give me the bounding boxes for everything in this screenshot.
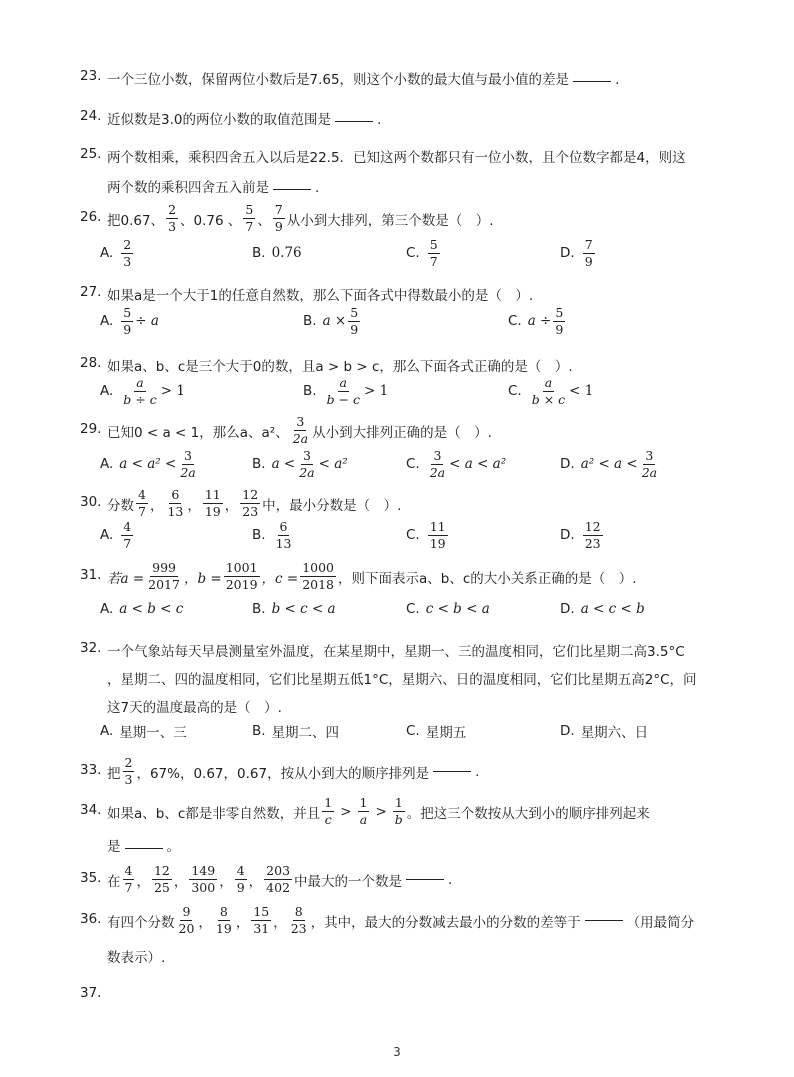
option-d[interactable]: D. 星期六、日	[560, 723, 649, 741]
question-number: 34.	[80, 802, 102, 818]
question-34-line2: 是 。	[107, 839, 180, 855]
fraction: $\frac{11}{19}$	[204, 487, 221, 519]
fraction: $\frac{8}{19}$	[215, 904, 232, 936]
fraction: $\frac{999}{2017}$	[148, 560, 180, 592]
question-text: 两个数相乘，乘积四舍五入以后是22.5．已知这两个数都只有一位小数，且个位数字都是4，则这	[107, 150, 686, 166]
question-number: 33.	[80, 762, 102, 778]
option-b[interactable]: B. b < c < a	[252, 601, 336, 617]
options-30	[100, 520, 700, 550]
fraction: $\frac{1}{a}$	[359, 795, 368, 827]
fraction: $\frac{5}{7}$	[245, 202, 254, 234]
question-24: 24. 近似数是3.0的两位小数的取值范围是 .	[80, 108, 382, 128]
fraction: $\frac{4}{9}$	[236, 863, 245, 895]
question-text: 一个三位小数，保留两位小数后是7.65，则这个小数的最大值与最小值的差是	[107, 72, 570, 88]
option-c[interactable]: C. $\frac{a}{b \times c}$ < 1	[508, 374, 594, 407]
question-35: 35. 在 $\frac{4}{7}$ ， $\frac{12}{25}$ ， $\frac{149}{300}$ ， $\frac{4}{9}$ ， $\frac{203}{402}$ 中最大的一个数是 .	[80, 863, 453, 895]
option-a[interactable]: A. a < a² < $\frac{3}{2a}$	[100, 447, 196, 480]
question-25	[80, 146, 686, 166]
option-c[interactable]: C. a ÷ $\frac{5}{9}$	[508, 304, 564, 337]
fraction: $\frac{7}{9}$	[274, 202, 283, 234]
option-c[interactable]: C. $\frac{11}{19}$	[406, 518, 446, 551]
option-b[interactable]: B. 0.76	[252, 245, 302, 261]
answer-blank[interactable]	[406, 879, 444, 880]
fraction: $\frac{1001}{2019}$	[225, 560, 258, 592]
option-d[interactable]: D. $\frac{7}{9}$	[560, 236, 593, 269]
option-d[interactable]: D. a² < a < $\frac{3}{2a}$	[560, 447, 658, 480]
fraction: $\frac{149}{300}$	[191, 863, 216, 895]
question-number: 32.	[80, 640, 102, 656]
question-number: 26.	[80, 209, 102, 225]
question-32	[80, 640, 685, 660]
question-number: 23.	[80, 68, 102, 84]
option-b[interactable]: B. $\frac{6}{13}$	[252, 518, 292, 551]
answer-blank[interactable]	[125, 848, 163, 849]
fraction: $\frac{8}{23}$	[290, 904, 307, 936]
question-number: 24.	[80, 108, 102, 124]
fraction: $\frac{4}{7}$	[124, 863, 133, 895]
fraction: $\frac{4}{7}$	[138, 487, 146, 519]
fraction: $\frac{12}{25}$	[153, 863, 170, 895]
question-number: 28.	[80, 355, 102, 371]
option-a[interactable]: A. 星期一、三	[100, 723, 187, 741]
answer-blank[interactable]	[273, 189, 311, 190]
question-text: 一个气象站每天早晨测量室外温度，在某星期中，星期一、三的温度相同，它们比星期二高3.5°C	[107, 644, 685, 660]
question-text: 如果a、b、c是三个大于0的数，且a > b > c，那么下面各式正确的是（ ）.	[107, 359, 573, 375]
fraction: $\frac{1000}{2018}$	[302, 560, 335, 592]
option-a[interactable]: A. $\frac{5}{9}$ ÷ a	[100, 304, 159, 337]
options-26	[100, 238, 700, 268]
option-c[interactable]: C. c < b < a	[406, 601, 490, 617]
question-36-line2: 数表示）.	[107, 950, 166, 966]
question-text: 如果a是一个大于1的任意自然数，那么下面各式中得数最小的是（ ）.	[107, 288, 534, 304]
question-30: 30. 分数 $\frac{4}{7}$ ， $\frac{6}{13}$ ， $\frac{11}{19}$ ， $\frac{12}{23}$ 中，最小分数是（ ）.	[80, 487, 402, 519]
option-a[interactable]: A. $\frac{4}{7}$	[100, 518, 132, 551]
option-c[interactable]: C. 星期五	[406, 723, 467, 741]
options-28	[100, 376, 700, 406]
question-number: 31.	[80, 567, 102, 583]
option-b[interactable]: B. 星期二、四	[252, 723, 340, 741]
question-number: 37.	[80, 985, 102, 1001]
question-32-line2: ，星期二、四的温度相同，它们比星期五低1°C，星期六、日的温度相同，它们比星期五高2°C，问	[107, 672, 697, 688]
question-number: 35.	[80, 870, 102, 886]
question-31: 31. 若a = $\frac{999}{2017}$ ，b = $\frac{1001}{2019}$ ，c = $\frac{1000}{2018}$ ，则下面表示a、b、c的大小关系正确的是（ ）.	[80, 560, 637, 592]
fraction: $\frac{6}{13}$	[167, 487, 184, 519]
question-25-line2: 两个数的乘积四舍五入前是 .	[107, 180, 320, 196]
question-36: 36. 有四个分数 $\frac{9}{20}$ ， $\frac{8}{19}$ ， $\frac{15}{31}$ ， $\frac{8}{23}$ ，其中，最大的分数减去最小的分数的差等于 （用最简分	[80, 904, 695, 936]
question-34: 34. 如果a、b、c都是非零自然数，并且 $\frac{1}{c}$ > $\frac{1}{a}$ > $\frac{1}{b}$ 。把这三个数按从大到小的顺序排列起来	[80, 795, 650, 827]
question-26: 26. 把0.67、 $\frac{2}{3}$ 、0.76 、 $\frac{5}{7}$ 、 $\frac{7}{9}$ 从小到大排列，第三个数是（ ）.	[80, 202, 494, 234]
fraction: $\frac{203}{402}$	[266, 863, 291, 895]
page-number: 3	[393, 1045, 401, 1059]
option-c[interactable]: C. $\frac{5}{7}$	[406, 236, 438, 269]
fraction: $\frac{12}{23}$	[242, 487, 259, 519]
fraction: $\frac{2}{3}$	[124, 755, 133, 787]
options-32	[100, 716, 700, 746]
option-d[interactable]: D. a < c < b	[560, 601, 645, 617]
question-28	[80, 355, 573, 375]
question-33: 33. 把 $\frac{2}{3}$ ，67%，0.6̇7̇，0.67̇，按从小到大的顺序排列是 .	[80, 755, 480, 787]
question-29: 29. 已知0 < a < 1，那么a、a²、 $\frac{3}{2a}$ 从小到大排列正确的是（ ）.	[80, 414, 492, 446]
answer-blank[interactable]	[433, 771, 471, 772]
fraction: $\frac{1}{c}$	[324, 795, 333, 827]
fraction: $\frac{3}{2a}$	[292, 414, 309, 446]
option-a[interactable]: A. $\frac{2}{3}$	[100, 236, 132, 269]
option-a[interactable]: A. a < b < c	[100, 601, 184, 617]
answer-blank[interactable]	[585, 920, 623, 921]
option-b[interactable]: B. a < $\frac{3}{2a}$ < a²	[252, 447, 348, 480]
answer-blank[interactable]	[335, 121, 373, 122]
question-23: 23. 一个三位小数，保留两位小数后是7.65，则这个小数的最大值与最小值的差是 .	[80, 68, 620, 88]
fraction: $\frac{2}{3}$	[168, 202, 177, 234]
question-number: 27.	[80, 284, 102, 300]
fraction: $\frac{15}{31}$	[253, 904, 270, 936]
option-b[interactable]: B. $\frac{a}{b - c}$ > 1	[303, 374, 389, 407]
question-number: 25.	[80, 146, 102, 162]
fraction: $\frac{1}{b}$	[394, 795, 403, 827]
question-number: 30.	[80, 494, 102, 510]
options-31	[100, 594, 700, 624]
question-27	[80, 284, 534, 304]
answer-blank[interactable]	[573, 81, 611, 82]
fraction: $\frac{9}{20}$	[178, 904, 195, 936]
question-number: 29.	[80, 421, 102, 437]
option-c[interactable]: C. $\frac{3}{2a}$ < a < a²	[406, 447, 507, 480]
question-text: 近似数是3.0的两位小数的取值范围是	[107, 112, 331, 128]
option-b[interactable]: B. a × $\frac{5}{9}$	[303, 304, 359, 337]
option-a[interactable]: A. $\frac{a}{b \div c}$ > 1	[100, 374, 185, 407]
question-32-line3: 这7天的温度最高的是（ ）.	[107, 700, 282, 716]
options-27	[100, 306, 700, 336]
options-29	[100, 449, 700, 479]
question-number: 36.	[80, 911, 102, 927]
option-d[interactable]: D. $\frac{12}{23}$	[560, 518, 601, 551]
